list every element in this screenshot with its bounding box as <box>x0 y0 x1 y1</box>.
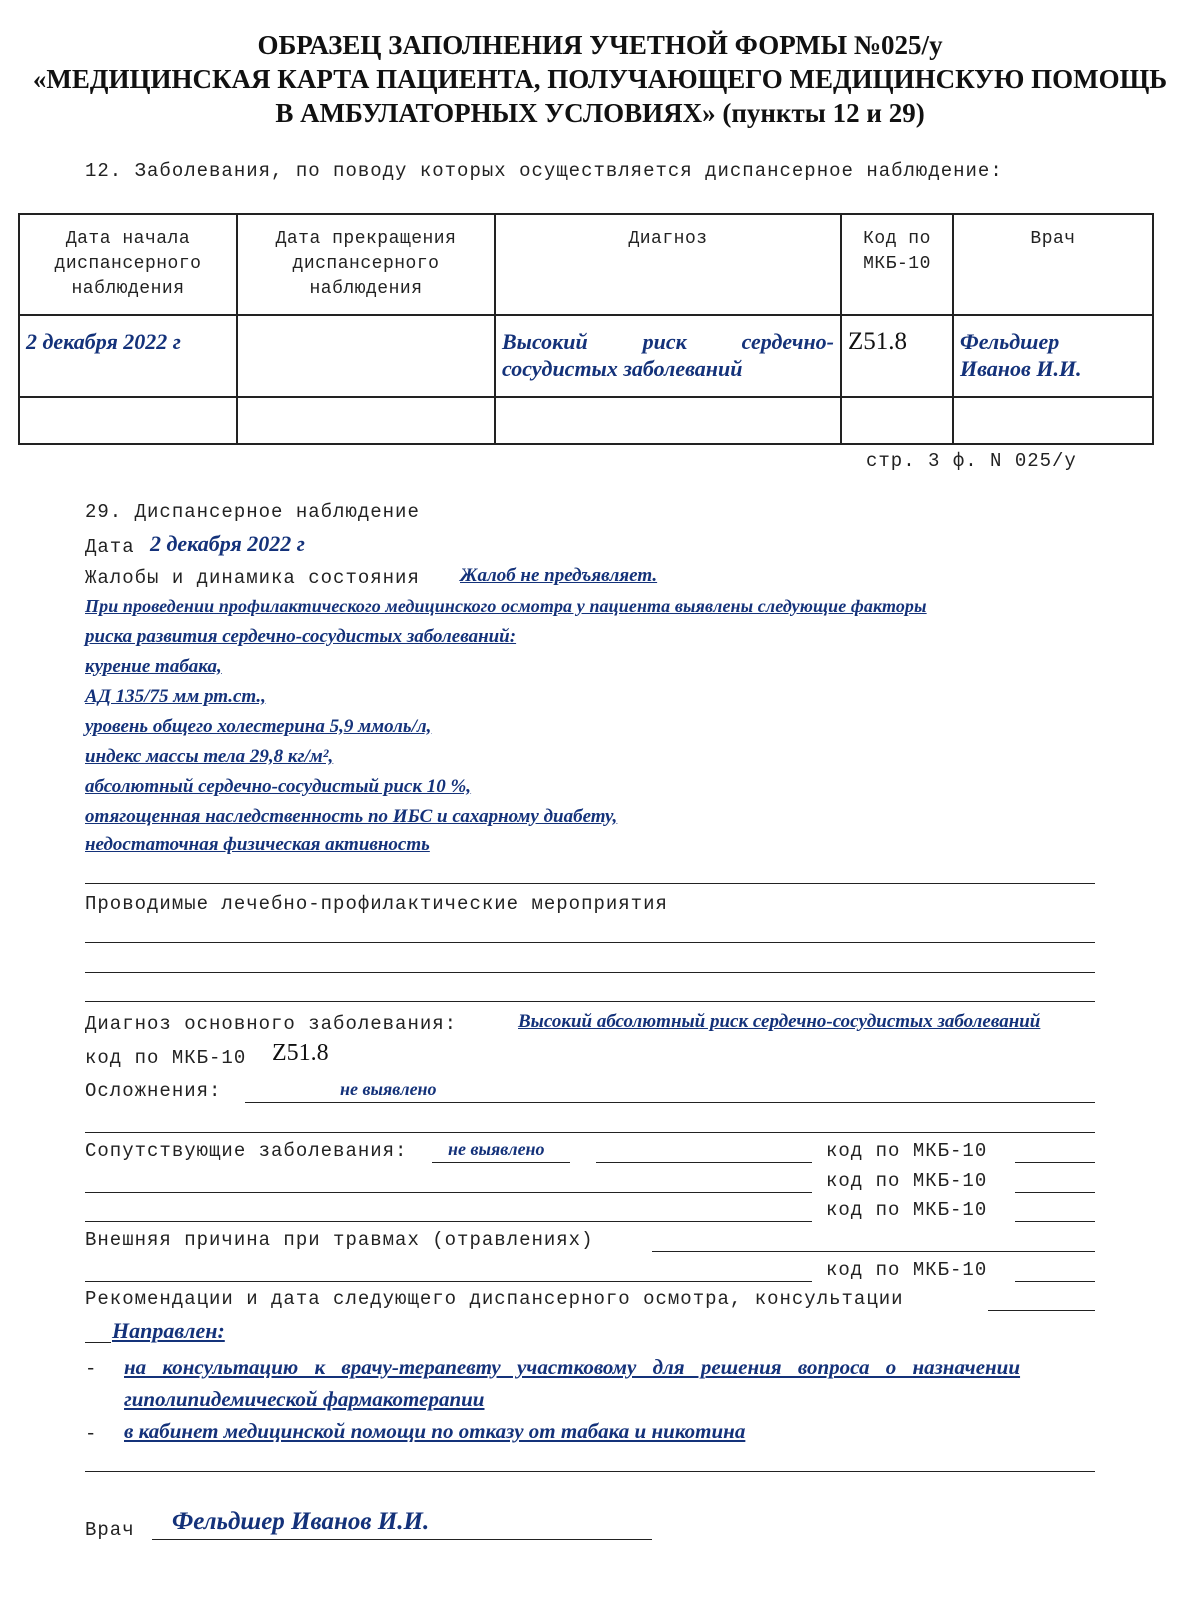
blank-line <box>85 1281 812 1282</box>
recommendations-label: Рекомендации и дата следующего диспансерного осмотра, консультации <box>85 1288 904 1310</box>
icd-short-label: код по МКБ-10 <box>826 1199 988 1221</box>
blank-line <box>85 1001 1095 1002</box>
referral-1-line-2: гиполипидемической фармакотерапии <box>124 1387 485 1411</box>
col-header-start-date: Дата начала диспансерного наблюдения <box>19 214 237 315</box>
blank-line <box>85 1471 1095 1472</box>
section-29-heading: 29. Диспансерное наблюдение <box>85 501 420 523</box>
table-cell-empty <box>495 397 841 444</box>
comorbid-label: Сопутствующие заболевания: <box>85 1140 408 1162</box>
blank-line <box>85 1221 812 1222</box>
referral-1-line-1: на консультацию к врачу-терапевту участковому для решения вопроса о назначении <box>124 1355 1021 1379</box>
date-value: 2 декабря 2022 г <box>150 531 305 556</box>
icd-short-label: код по МКБ-10 <box>826 1259 988 1281</box>
complaints-line: индекс массы тела 29,8 кг/м², <box>85 746 334 767</box>
complications-label: Осложнения: <box>85 1080 222 1102</box>
comorbid-value: не выявлено <box>448 1139 545 1159</box>
table-row <box>19 397 1153 444</box>
complaints-line: Жалоб не предъявляет. <box>460 565 658 586</box>
external-cause-label: Внешняя причина при травмах (отравлениях) <box>85 1229 594 1251</box>
icd-value: Z51.8 <box>272 1040 329 1066</box>
page-note: стр. 3 ф. N 025/у <box>866 450 1077 472</box>
blank-line <box>85 1132 1095 1133</box>
document-title-line-2: «МЕДИЦИНСКАЯ КАРТА ПАЦИЕНТА, ПОЛУЧАЮЩЕГО МЕДИЦИНСКУЮ ПОМОЩЬ <box>32 64 1168 94</box>
document-title-line-3: В АМБУЛАТОРНЫХ УСЛОВИЯХ» (пункты 12 и 29) <box>275 98 925 128</box>
blank-line <box>85 942 1095 943</box>
table-cell-empty <box>953 397 1153 444</box>
complaints-line: уровень общего холестерина 5,9 ммоль/л, <box>85 716 432 737</box>
date-label: Дата <box>85 536 135 558</box>
cell-diagnosis: Высокий риск сердечно-сосудистых заболеваний <box>495 315 841 397</box>
blank-line <box>988 1310 1095 1311</box>
complaints-line: курение табака, <box>85 656 222 677</box>
blank-line <box>1015 1162 1095 1163</box>
complaints-line: АД 135/75 мм рт.ст., <box>85 686 266 707</box>
referral-2: в кабинет медицинской помощи по отказу от табака и никотина <box>124 1419 746 1443</box>
col-header-icd-code: Код по МКБ-10 <box>841 214 953 315</box>
col-header-diagnosis: Диагноз <box>495 214 841 315</box>
blank-line <box>85 1342 111 1343</box>
table-cell-empty <box>841 397 953 444</box>
blank-line <box>1015 1281 1095 1282</box>
measures-label: Проводимые лечебно-профилактические мероприятия <box>85 893 668 915</box>
blank-line <box>85 972 1095 973</box>
complications-line <box>245 1102 1095 1103</box>
doctor-label: Врач <box>85 1519 135 1541</box>
table-cell-empty <box>19 397 237 444</box>
col-header-end-date: Дата прекращения диспансерного наблюдения <box>237 214 495 315</box>
doctor-value: Фельдшер Иванов И.И. <box>172 1508 430 1535</box>
complaints-line: недостаточная физическая активность <box>85 834 430 855</box>
dispensary-table <box>18 213 1154 445</box>
icd-label: код по МКБ-10 <box>85 1047 247 1069</box>
cell-doctor: Фельдшер Иванов И.И. <box>953 315 1153 397</box>
complaints-line: При проведении профилактического медицинского осмотра у пациента выявлены следующие факторы <box>85 596 927 616</box>
cell-end-date <box>237 315 495 397</box>
complaints-line: абсолютный сердечно-сосудистый риск 10 %, <box>85 776 472 797</box>
table-row <box>19 315 1153 397</box>
table-cell-empty <box>237 397 495 444</box>
blank-line <box>85 883 1095 884</box>
cell-start-date: 2 декабря 2022 г <box>19 315 237 397</box>
complaints-line: риска развития сердечно-сосудистых заболеваний: <box>85 626 517 647</box>
section-12-heading: 12. Заболевания, по поводу которых осуществляется диспансерное наблюдение: <box>85 160 1003 182</box>
cell-icd-code: Z51.8 <box>841 315 953 397</box>
blank-line <box>596 1162 812 1163</box>
referred-label: Направлен: <box>112 1318 225 1343</box>
complaints-line: отягощенная наследственность по ИБС и сахарному диабету, <box>85 806 618 827</box>
table-header-row <box>19 214 1153 315</box>
blank-line <box>85 1192 812 1193</box>
icd-short-label: код по МКБ-10 <box>826 1140 988 1162</box>
icd-short-label: код по МКБ-10 <box>826 1170 988 1192</box>
dash-bullet: - <box>85 1358 98 1380</box>
blank-line <box>1015 1221 1095 1222</box>
dash-bullet: - <box>85 1423 98 1445</box>
main-diagnosis-value: Высокий абсолютный риск сердечно-сосудистых заболеваний <box>518 1011 1041 1032</box>
complications-value: не выявлено <box>340 1079 437 1099</box>
complaints-label: Жалобы и динамика состояния <box>85 567 420 589</box>
blank-line <box>1015 1192 1095 1193</box>
document-title-line-1: ОБРАЗЕЦ ЗАПОЛНЕНИЯ УЧЕТНОЙ ФОРМЫ №025/у <box>257 30 943 60</box>
blank-line <box>652 1251 1095 1252</box>
col-header-doctor: Врач <box>953 214 1153 315</box>
main-diagnosis-label: Диагноз основного заболевания: <box>85 1013 458 1035</box>
comorbid-line <box>432 1162 570 1163</box>
doctor-signature-line <box>152 1539 652 1540</box>
